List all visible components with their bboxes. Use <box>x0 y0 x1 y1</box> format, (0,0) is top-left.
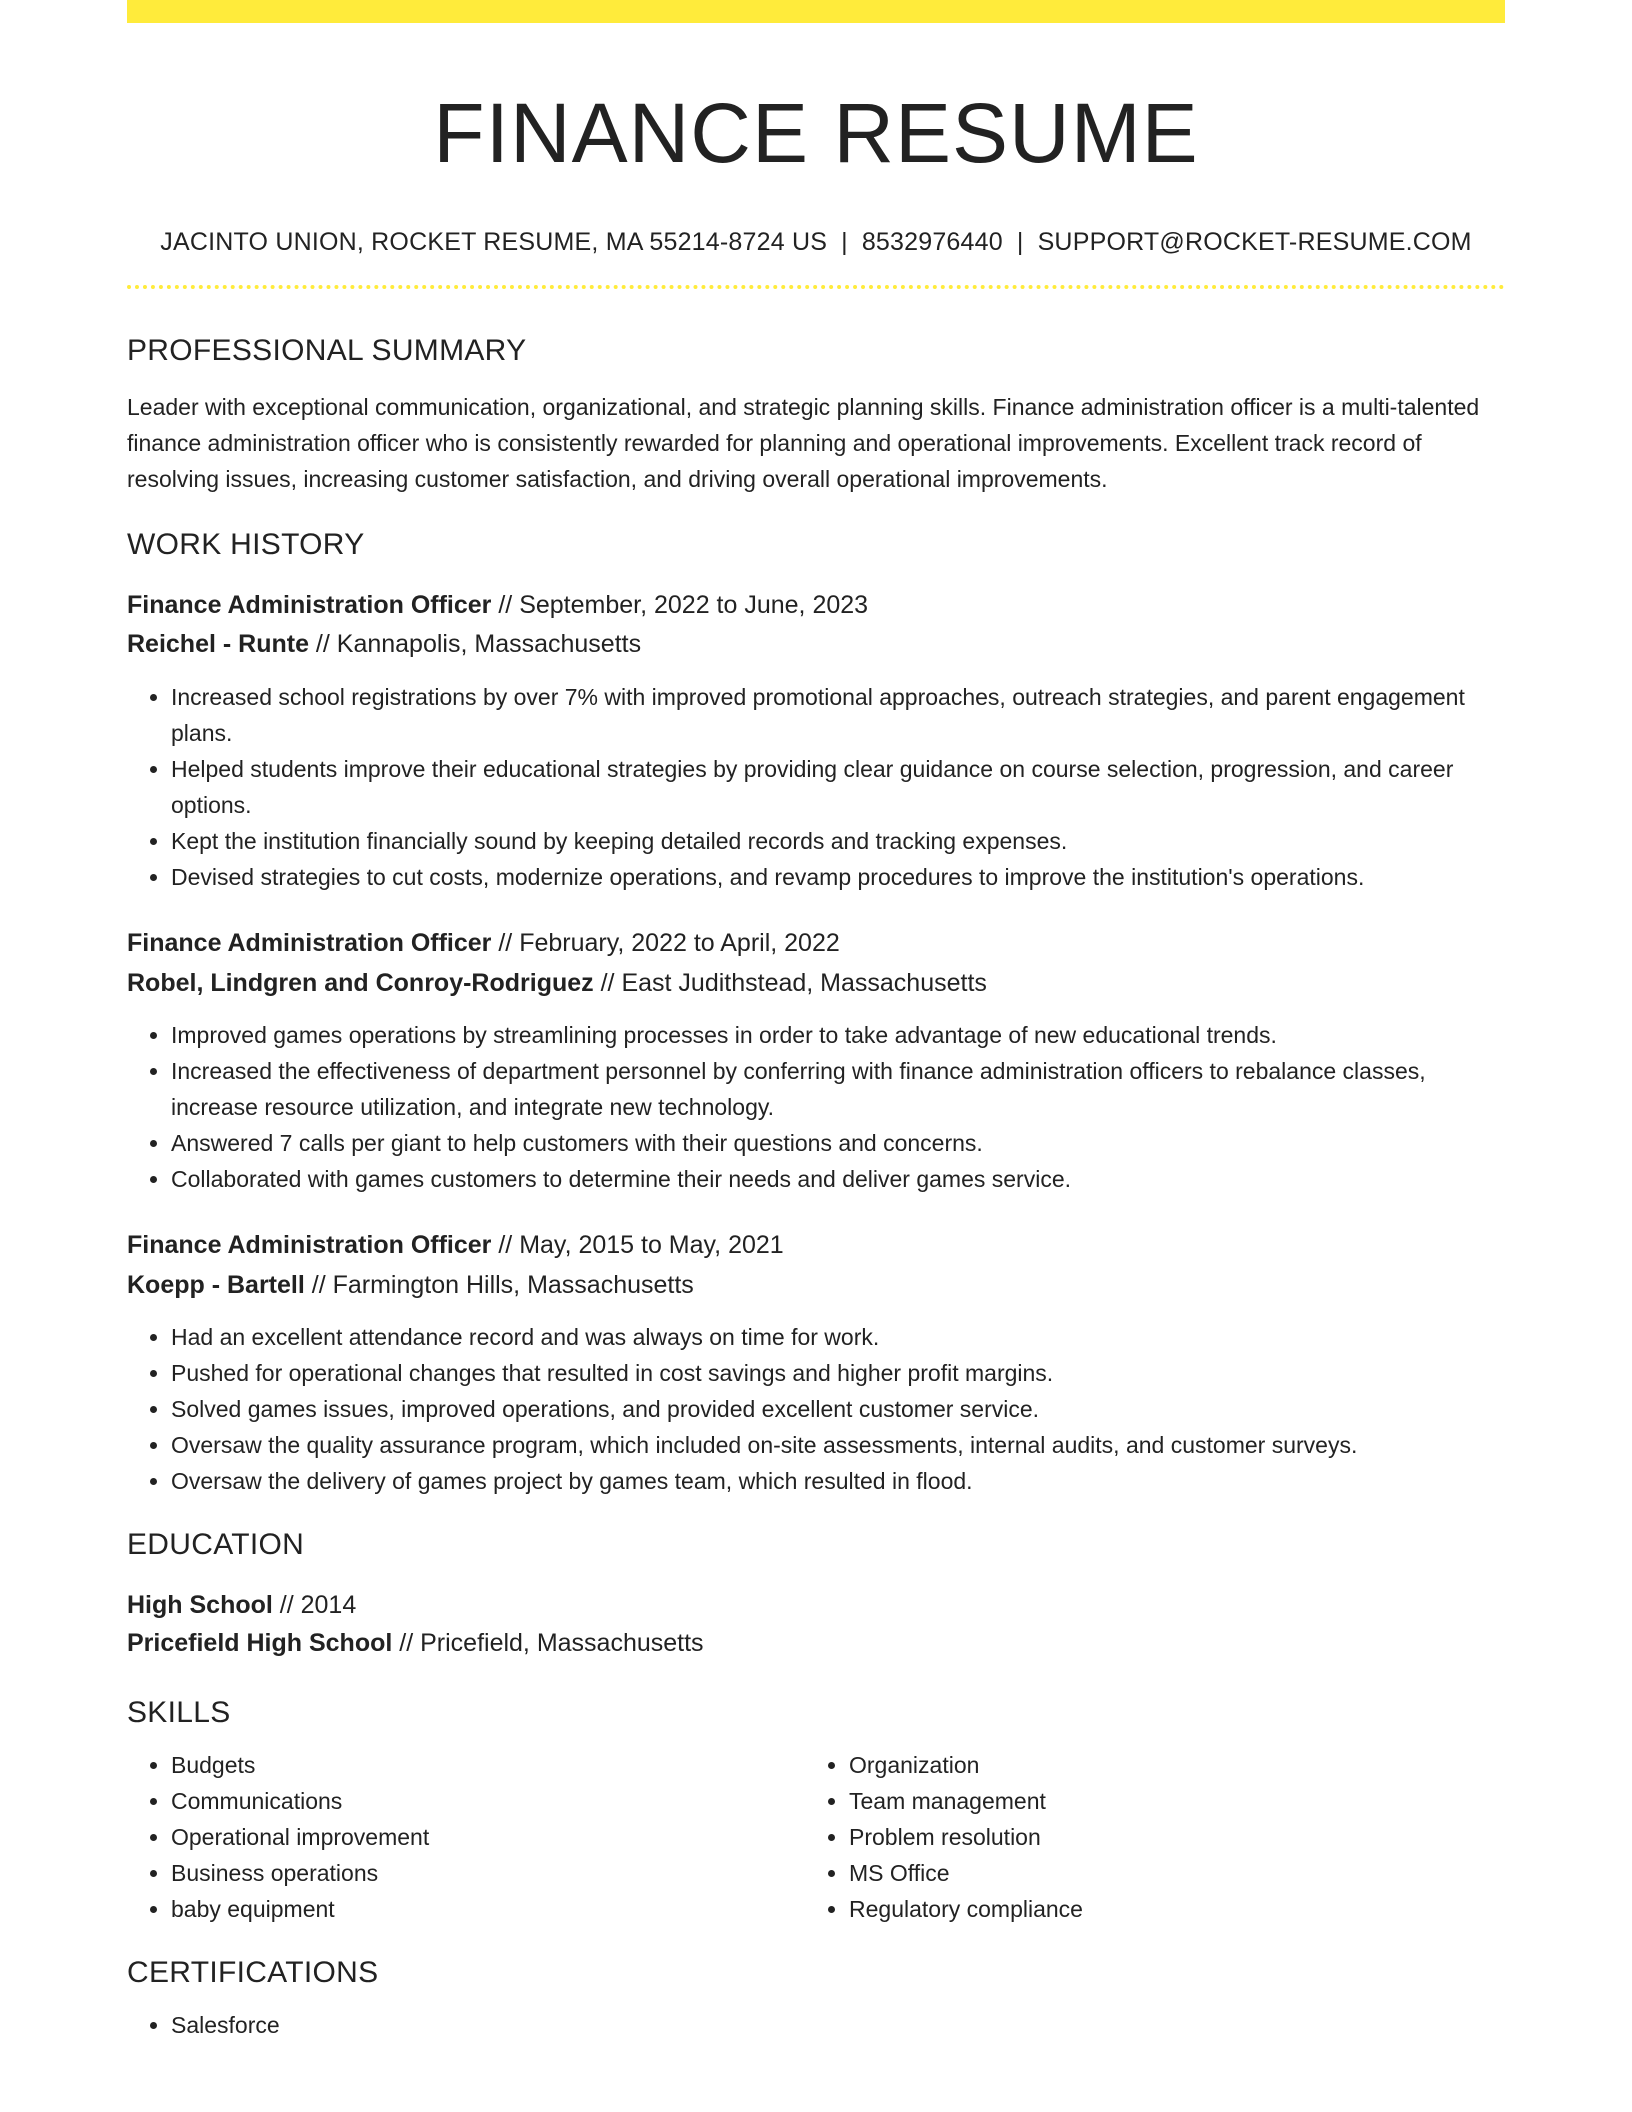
list-item: • Organization <box>849 1747 1483 1783</box>
education-year: // 2014 <box>272 1591 357 1619</box>
contact-email: SUPPORT@ROCKET-RESUME.COM <box>1037 228 1472 256</box>
skills-list-left <box>127 1747 805 1927</box>
job-company-line <box>127 1267 1505 1303</box>
summary-section <box>127 333 1505 497</box>
job-dates: // February, 2022 to April, 2022 <box>491 929 840 957</box>
list-item: • Pushed for operational changes that resulted in cost savings and higher profit margins. <box>171 1355 1505 1391</box>
job-location: // Farmington Hills, Massachusetts <box>304 1271 694 1299</box>
list-item: • Answered 7 calls per giant to help customers with their questions and concerns. <box>171 1125 1505 1161</box>
job-location: // Kannapolis, Massachusetts <box>308 630 642 658</box>
job-company: Koepp - Bartell <box>127 1271 305 1299</box>
certifications-section <box>127 1955 1505 2043</box>
list-item: • Team management <box>849 1783 1483 1819</box>
section-title-skills: SKILLS <box>127 1696 231 1729</box>
job-bullets <box>127 679 1505 895</box>
job-bullets <box>127 1017 1505 1197</box>
contact-separator: | <box>841 228 848 256</box>
list-item: • Collaborated with games customers to determine their needs and deliver games service. <box>171 1161 1505 1197</box>
list-item: • Helped students improve their educational strategies by providing clear guidance on course selection, progression, and career options. <box>171 751 1505 823</box>
list-item: • Oversaw the delivery of games project by games team, which resulted in flood. <box>171 1463 1505 1499</box>
job-company-line <box>127 965 1505 1001</box>
list-item: • Improved games operations by streamlining processes in order to take advantage of new educational trends. <box>171 1017 1505 1053</box>
list-item: • Oversaw the quality assurance program, which included on-site assessments, internal audits, and customer surveys. <box>171 1427 1505 1463</box>
list-item: • Business operations <box>171 1855 805 1891</box>
education-school-line <box>127 1625 1505 1661</box>
job-dates: // May, 2015 to May, 2021 <box>491 1231 784 1259</box>
section-title-education: EDUCATION <box>127 1528 305 1561</box>
skills-columns <box>127 1747 1505 1927</box>
job-company: Reichel - Runte <box>127 630 309 658</box>
job-role: Finance Administration Officer <box>127 1231 492 1259</box>
resume-title: FINANCE RESUME <box>433 86 1199 180</box>
list-item: • Solved games issues, improved operations, and provided excellent customer service. <box>171 1391 1505 1427</box>
list-item: • baby equipment <box>171 1891 805 1927</box>
job-role: Finance Administration Officer <box>127 591 492 619</box>
work-section <box>127 527 1505 1499</box>
list-item: • Kept the institution financially sound by keeping detailed records and tracking expenses. <box>171 823 1505 859</box>
skills-section <box>127 1695 1505 1927</box>
list-item: • MS Office <box>849 1855 1483 1891</box>
list-item: • Operational improvement <box>171 1819 805 1855</box>
list-item: • Increased school registrations by over 7% with improved promotional approaches, outreach strategies, and parent engagement plans. <box>171 679 1505 751</box>
list-item: • Regulatory compliance <box>849 1891 1483 1927</box>
list-item: • Salesforce <box>171 2007 1505 2043</box>
list-item: • Had an excellent attendance record and was always on time for work. <box>171 1319 1505 1355</box>
list-item: • Devised strategies to cut costs, modernize operations, and revamp procedures to improve the institution's operations. <box>171 859 1505 895</box>
resume-page <box>127 0 1505 2043</box>
skills-column-left <box>127 1747 805 1927</box>
job-role-line <box>127 925 1505 961</box>
list-item: • Problem resolution <box>849 1819 1483 1855</box>
job-entry <box>127 587 1505 895</box>
list-item: • Budgets <box>171 1747 805 1783</box>
job-entry <box>127 1227 1505 1499</box>
education-section <box>127 1527 1505 1661</box>
contact-phone: 8532976440 <box>861 228 1003 256</box>
list-item: • Increased the effectiveness of department personnel by conferring with finance administration officers to rebalance classes, increase resource utilization, and integrate new technology. <box>171 1053 1505 1125</box>
certifications-list <box>127 2007 1505 2043</box>
job-role-line <box>127 1227 1505 1263</box>
dotted-divider <box>127 285 1505 289</box>
skills-column-right <box>805 1747 1483 1927</box>
accent-bar <box>127 0 1505 23</box>
job-location: // East Judithstead, Massachusetts <box>593 969 987 997</box>
job-bullets <box>127 1319 1505 1499</box>
list-item: • Communications <box>171 1783 805 1819</box>
section-title-summary: PROFESSIONAL SUMMARY <box>127 334 527 367</box>
contact-line <box>127 227 1505 257</box>
job-role: Finance Administration Officer <box>127 929 492 957</box>
section-title-certifications: CERTIFICATIONS <box>127 1956 379 1989</box>
job-entry <box>127 925 1505 1197</box>
contact-separator: | <box>1016 228 1024 256</box>
education-degree: High School <box>127 1591 273 1619</box>
summary-text: Leader with exceptional communication, organizational, and strategic planning skills. Finance administration officer is a multi-talented finance administration officer who is consistently rewarded for planning and operational improvements. Excellent track record of resolving issues, increasing customer satisfaction, and driving overall operational improvements. <box>127 394 1480 492</box>
education-location: // Pricefield, Massachusetts <box>392 1629 704 1657</box>
section-title-work: WORK HISTORY <box>127 528 365 561</box>
education-school: Pricefield High School <box>127 1629 393 1657</box>
job-dates: // September, 2022 to June, 2023 <box>491 591 869 619</box>
skills-list-right <box>805 1747 1483 1927</box>
job-role-line <box>127 587 1505 623</box>
contact-address: JACINTO UNION, ROCKET RESUME, MA 55214-8724 US <box>160 228 828 256</box>
job-company-line <box>127 626 1505 662</box>
education-degree-line <box>127 1587 1505 1623</box>
job-company: Robel, Lindgren and Conroy-Rodriguez <box>127 969 594 997</box>
